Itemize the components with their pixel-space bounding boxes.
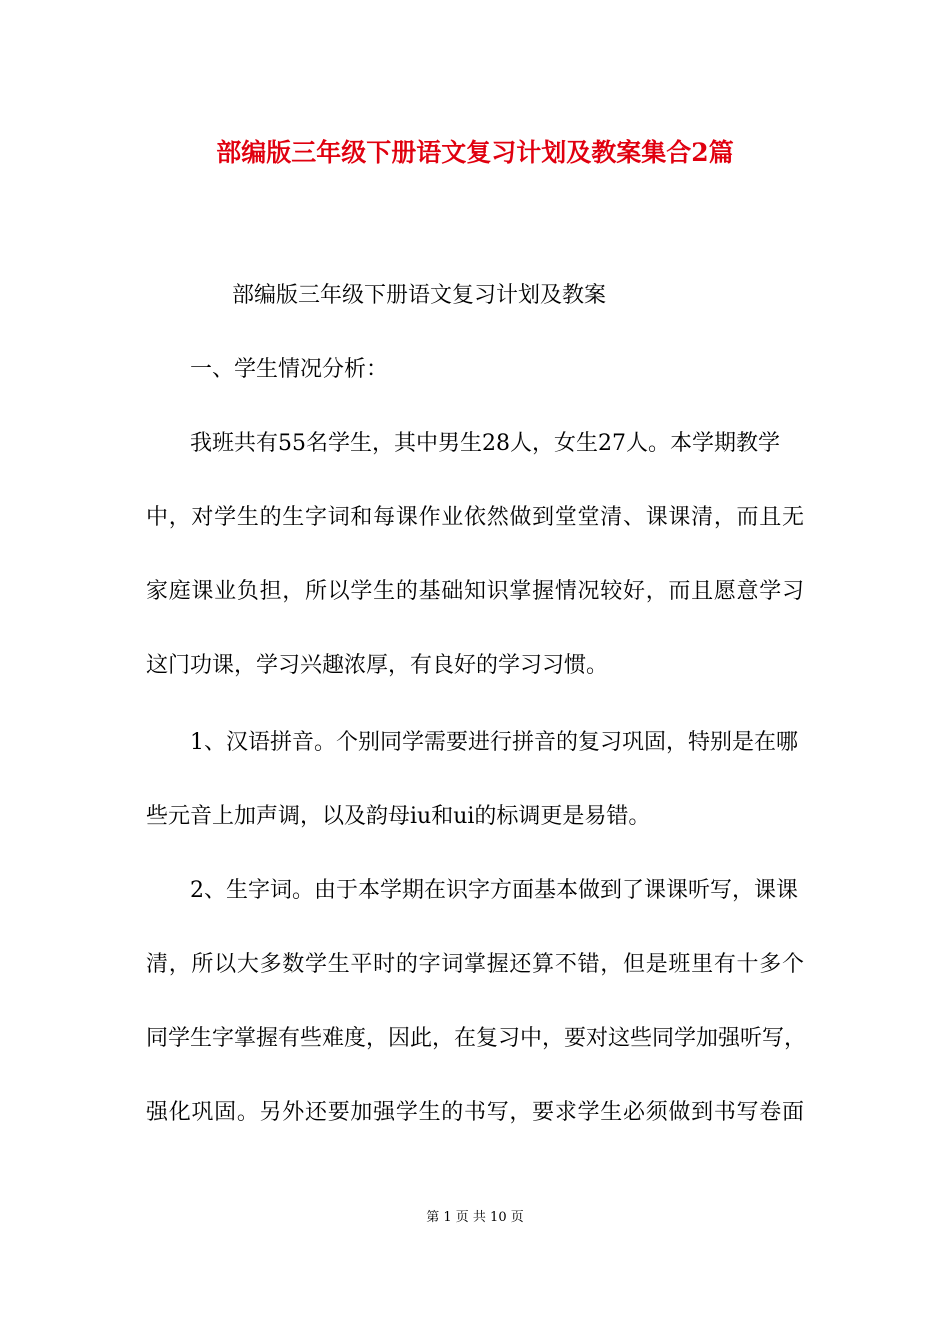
- paragraph-line: 些元音上加声调，以及韵母iu和ui的标调更是易错。: [146, 804, 651, 829]
- paragraph-line: 清，所以大多数学生平时的字词掌握还算不错，但是班里有十多个: [146, 952, 804, 977]
- paragraph-line: 中，对学生的生字词和每课作业依然做到堂堂清、课课清，而且无: [146, 505, 804, 530]
- paragraph-line: 家庭课业负担，所以学生的基础知识掌握情况较好，而且愿意学习: [146, 579, 804, 604]
- page-number-footer: 第 1 页 共 10 页: [426, 1210, 524, 1225]
- paragraph-line: 1、汉语拼音。个别同学需要进行拼音的复习巩固，特别是在哪: [190, 730, 798, 755]
- section-heading: 一、学生情况分析：: [190, 357, 389, 382]
- paragraph-line: 这门功课，学习兴趣浓厚，有良好的学习习惯。: [146, 653, 609, 678]
- paragraph-line: 2、生字词。由于本学期在识字方面基本做到了课课听写，课课: [190, 878, 798, 903]
- document-title: 部编版三年级下册语文复习计划及教案集合2篇: [216, 138, 734, 167]
- paragraph-line: 同学生字掌握有些难度，因此，在复习中，要对这些同学加强听写，: [146, 1026, 807, 1051]
- document-subtitle: 部编版三年级下册语文复习计划及教案: [232, 283, 607, 308]
- paragraph-line: 强化巩固。另外还要加强学生的书写，要求学生必须做到书写卷面: [146, 1100, 804, 1125]
- paragraph-line: 我班共有55名学生，其中男生28人，女生27人。本学期教学: [190, 431, 780, 456]
